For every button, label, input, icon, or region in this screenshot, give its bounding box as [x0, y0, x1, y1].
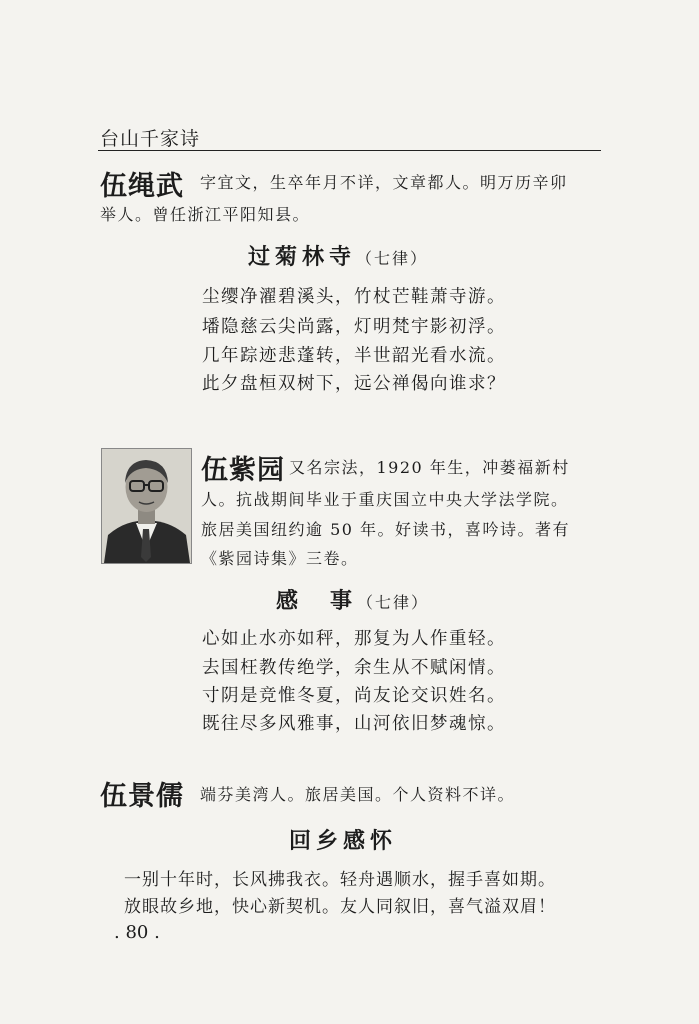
entry-2-poem-line-1: 心如止水亦如秤，那复为人作重轻。: [202, 629, 506, 649]
portrait-photo: [101, 448, 192, 564]
entry-2-poem-line-4: 既往尽多风雅事，山河依旧梦魂惊。: [202, 714, 506, 734]
entry-2-poem-heading: [276, 584, 429, 615]
entry-2-poem-line-2: 去国枉教传绝学，余生从不赋闲情。: [202, 658, 506, 678]
entry-3-poem-title: 回乡感怀: [289, 829, 398, 854]
entry-1-name: 伍绳武: [100, 171, 184, 202]
entry-1-poem-line-1: 尘缨净濯碧溪头，竹杖芒鞋萧寺游。: [202, 287, 506, 307]
entry-1-bio-line-2: 举人。曾任浙江平阳知县。: [100, 205, 311, 224]
entry-2-poem-line-3: 寸阴是竞惟冬夏，尚友论交识姓名。: [202, 686, 506, 706]
entry-1-poem-line-3: 几年踪迹悲蓬转，半世韶光看水流。: [202, 346, 506, 366]
entry-3-bio-line-1: 端芬美湾人。旅居美国。个人资料不详。: [200, 785, 516, 804]
entry-2-bio-line-4: 《紫园诗集》三卷。: [201, 549, 359, 568]
entry-3-poem-heading: [289, 824, 397, 855]
entry-2-bio-line-2: 人。抗战期间毕业于重庆国立中央大学法学院。: [201, 490, 569, 509]
entry-1-bio-line-1: 字宜文，生卒年月不详，文章都人。明万历辛卯: [200, 173, 568, 192]
running-head: 台山千家诗: [100, 128, 201, 150]
entry-1-poem-line-2: 墦隐慈云尖尚露，灯明梵宇影初浮。: [202, 317, 506, 337]
entry-2-bio-line-1: 又名宗法，1920 年生，冲蒌福新村: [289, 458, 570, 477]
entry-1-poem-title: 过菊林寺: [248, 245, 357, 270]
entry-2-poem-title: 感 事: [276, 589, 358, 614]
entry-3-poem-line-2: 放眼故乡地，快心新契机。友人同叙旧，喜气溢双眉！: [124, 897, 556, 917]
header-rule: [98, 150, 601, 151]
page-number: . 80 .: [114, 922, 160, 943]
entry-2-poem-form: （七律）: [357, 593, 430, 612]
entry-3-name: 伍景儒: [100, 781, 184, 812]
entry-2-name: 伍紫园: [201, 455, 285, 486]
entry-3-poem-line-1: 一别十年时，长风拂我衣。轻舟遇顺水，握手喜如期。: [124, 870, 556, 890]
entry-1-poem-line-4: 此夕盘桓双树下，远公禅偈向谁求？: [202, 374, 506, 394]
entry-1-poem-heading: [248, 240, 428, 271]
entry-1-poem-form: （七律）: [356, 249, 429, 268]
entry-2-bio-line-3: 旅居美国纽约逾 50 年。好读书，喜吟诗。著有: [201, 520, 571, 539]
